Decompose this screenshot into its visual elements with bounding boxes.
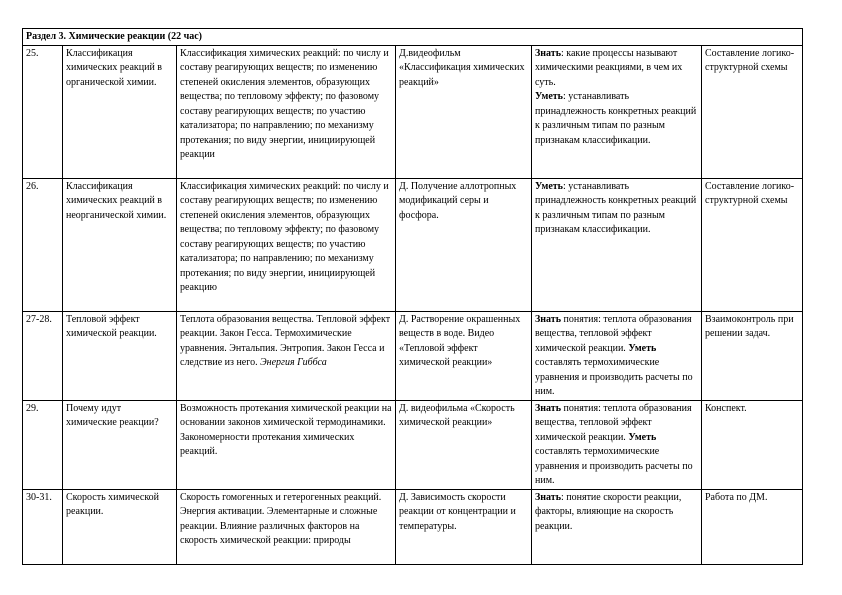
lesson-content-cell [177, 45, 396, 178]
requirement-text: понятия: теплота образования вещества, тепловой эффект химической реакции. [535, 313, 692, 354]
table-row [23, 45, 803, 178]
lesson-control-cell: Работа по ДМ. [702, 489, 803, 564]
requirement-label: Уметь [628, 342, 657, 354]
lesson-number-cell: 27-28. [23, 311, 63, 400]
lesson-content-cell [177, 489, 396, 564]
lesson-number-cell: 30-31. [23, 489, 63, 564]
lesson-topic-cell: Скорость химической реакции. [63, 489, 177, 564]
lesson-number-cell: 29. [23, 400, 63, 489]
content-text: Энергия Гиббса [260, 357, 327, 368]
requirement-label: Знать [535, 402, 561, 414]
lesson-topic-cell: Классификация химических реакций в неорганической химии. [63, 178, 177, 311]
requirement-text: : устанавливать принадлежность конкретных реакций к различным типам по разным признакам классификации. [535, 91, 697, 146]
lesson-requirements-cell [532, 311, 702, 400]
lesson-control-cell: Взаимоконтроль при решении задач. [702, 311, 803, 400]
table-row [23, 311, 803, 400]
table-row [23, 400, 803, 489]
content-text: Теплота образования вещества. Тепловой эффект реакции. Закон Гесса. Термохимические уравнения. Энтальпия. Энтропия. Закон Гесса и следствие из него. [180, 313, 391, 368]
lesson-number-cell: 26. [23, 178, 63, 311]
section-header-row [23, 29, 803, 46]
lesson-requirements-cell [532, 178, 702, 311]
requirement-label: Знать [535, 47, 561, 59]
table-row [23, 489, 803, 564]
lesson-topic-cell: Почему идут химические реакции? [63, 400, 177, 489]
content-text: Классификация химических реакций: по числу и составу реагирующих веществ; по изменению степеней окисления элементов, образующих вещества; по тепловому эффекту; по фазовому составу реагирующих веществ; по участию катализатора; по направлению; по механизму протекания; по виду энергии, инициирующей реакции [180, 47, 389, 160]
lesson-requirements-cell [532, 400, 702, 489]
lesson-media-cell: Д. Получение аллотропных модификаций серы и фосфора. [396, 178, 532, 311]
requirement-text: : какие процессы называют химическими реакциями, в чем их суть. [535, 47, 683, 88]
section-header: Раздел 3. Химические реакции (22 час) [23, 29, 803, 46]
lesson-number-cell: 25. [23, 45, 63, 178]
table-body [23, 29, 803, 565]
requirement-text: : понятие скорости реакции, факторы, влияющие на скорость реакции. [535, 491, 682, 532]
requirement-label: Уметь [535, 180, 563, 192]
content-text: Классификация химических реакций: по числу и составу реагирующих веществ; по изменению степеней окисления элементов, образующих вещества; по тепловому эффекту; по фазовому составу реагирующих веществ; по участию катализатора; по направлению; по механизму протекания; по виду энергии, инициирующей реакцию [180, 180, 389, 293]
lesson-requirements-cell [532, 45, 702, 178]
lesson-control-cell: Составление логико-структурной схемы [702, 45, 803, 178]
requirement-label: Уметь [535, 91, 563, 102]
lesson-media-cell: Д.видеофильм «Классификация химических реакций» [396, 45, 532, 178]
lesson-topic-cell: Классификация химических реакций в органической химии. [63, 45, 177, 178]
lesson-media-cell: Д. видеофильма «Скорость химической реакции» [396, 400, 532, 489]
requirement-text: составлять термохимические уравнения и производить расчеты по ним. [535, 357, 693, 397]
lesson-content-cell [177, 178, 396, 311]
lesson-content-cell [177, 311, 396, 400]
lesson-media-cell: Д. Зависимость скорости реакции от концентрации и температуры. [396, 489, 532, 564]
lesson-plan-table [22, 28, 803, 565]
content-text: Скорость гомогенных и гетерогенных реакций. Энергия активации. Элементарные и сложные реакции. Влияние различных факторов на скорость химической реакции: природы [180, 491, 382, 546]
table-row [23, 178, 803, 311]
content-text: Возможность протекания химической реакции на основании законов химической термодинамики. Закономерности протекания химических реакций. [180, 402, 392, 457]
lesson-content-cell [177, 400, 396, 489]
lesson-control-cell: Конспект. [702, 400, 803, 489]
lesson-topic-cell: Тепловой эффект химической реакции. [63, 311, 177, 400]
requirement-label: Знать [535, 491, 561, 503]
requirement-text: составлять термохимические уравнения и производить расчеты по ним. [535, 446, 693, 486]
requirement-label: Уметь [628, 431, 657, 443]
lesson-requirements-cell [532, 489, 702, 564]
requirement-text: понятия: теплота образования вещества, тепловой эффект химической реакции. [535, 402, 692, 443]
lesson-control-cell: Составление логико-структурной схемы [702, 178, 803, 311]
lesson-media-cell: Д. Растворение окрашенных веществ в воде. Видео «Тепловой эффект химической реакции» [396, 311, 532, 400]
requirement-text: : устанавливать принадлежность конкретных реакций к различным типам по разным признакам классификации. [535, 180, 697, 235]
requirement-label: Знать [535, 313, 561, 325]
